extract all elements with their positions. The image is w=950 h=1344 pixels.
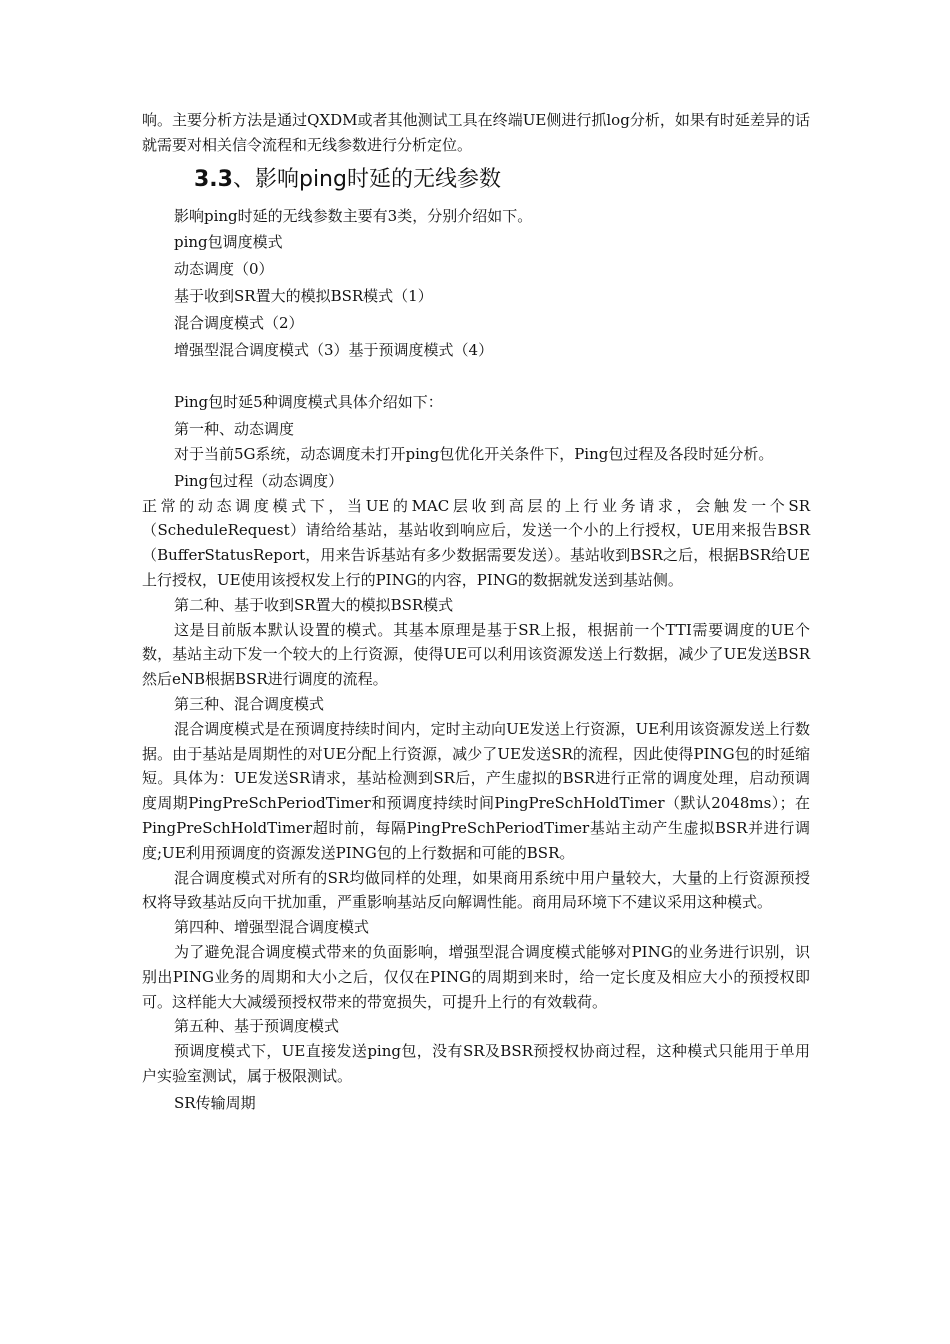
mode-4-desc: 为了避免混合调度模式带来的负面影响，增强型混合调度模式能够对PING的业务进行识别，识别出PING业务的周期和大小之后，仅仅在PING的周期到来时，给一定长度及相应大小的预授权即可。这样能大大减缓预授权带来的带宽损失，可提升上行的有效载荷。 bbox=[142, 942, 810, 1011]
param-title: ping包调度模式 bbox=[174, 233, 283, 252]
mode-2-desc: 这是目前版本默认设置的模式。其基本原理是基于SR上报，根据前一个TTI需要调度的UE个数，基站主动下发一个较大的上行资源，使得UE可以利用该资源发送上行数据，减少了UE发送BSR然后eNB根据BSR进行调度的流程。 bbox=[142, 620, 810, 689]
mode-item-3-4: 增强型混合调度模式（3）基于预调度模式（4） bbox=[174, 340, 494, 359]
sr-period-title: SR传输周期 bbox=[174, 1093, 256, 1112]
mode-3-title: 第三种、混合调度模式 bbox=[174, 694, 325, 713]
intro-paragraph: 响。主要分析方法是通过QXDM或者其他测试工具在终端UE侧进行抓log分析，如果有时延差异的话就需要对相关信令流程和无线参数进行分析定位。 bbox=[142, 111, 810, 154]
mode-item-0: 动态调度（0） bbox=[174, 260, 274, 279]
mode-5-title: 第五种、基于预调度模式 bbox=[174, 1017, 340, 1036]
section-title: 、影响ping时延的无线参数 bbox=[232, 166, 501, 192]
modes-intro: Ping包时延5种调度模式具体介绍如下： bbox=[174, 393, 443, 412]
ping-process-title: Ping包过程（动态调度） bbox=[174, 471, 344, 490]
mode-3-note: 混合调度模式对所有的SR均做同样的处理，如果商用系统中用户量较大，大量的上行资源预授权将导致基站反向干扰加重，严重影响基站反向解调性能。商用局环境下不建议采用这种模式。 bbox=[142, 868, 810, 912]
mode-item-2: 混合调度模式（2） bbox=[174, 313, 304, 332]
section-heading bbox=[142, 158, 810, 202]
mode-5-desc: 预调度模式下，UE直接发送ping包，没有SR及BSR预授权协商过程，这种模式只能用于单用户实验室测试，属于极限测试。 bbox=[142, 1042, 810, 1085]
mode-2-title: 第二种、基于收到SR置大的模拟BSR模式 bbox=[174, 595, 454, 614]
summary-line: 影响ping时延的无线参数主要有3类，分别介绍如下。 bbox=[174, 206, 533, 225]
mode-1-title: 第一种、动态调度 bbox=[174, 420, 295, 439]
ping-process-desc: 正常的动态调度模式下，当UE的MAC层收到高层的上行业务请求，会触发一个SR（ScheduleRequest）请给给基站，基站收到响应后，发送一个小的上行授权，UE用来报告BSR（BufferStatusReport，用来告诉基站有多少数据需要发送）。基站收到BSR之后，根据BSR给UE上行授权，UE使用该授权发上行的PING的内容，PING的数据就发送到基站侧。 bbox=[142, 496, 810, 589]
mode-1-desc: 对于当前5G系统，动态调度未打开ping包优化开关条件下，Ping包过程及各段时延分析。 bbox=[174, 444, 774, 463]
document-body bbox=[142, 108, 810, 1115]
mode-3-desc: 混合调度模式是在预调度持续时间内，定时主动向UE发送上行资源，UE利用该资源发送上行数据。由于基站是周期性的对UE分配上行资源，减少了UE发送SR的流程，因此使得PING包的时延缩短。具体为：UE发送SR请求，基站检测到SR后，产生虚拟的BSR进行正常的调度处理，启动预调度周期PingPreSchPeriodTimer和预调度持续时间PingPreSchHoldTimer（默认2048ms）；在PingPreSchHoldTimer超时前，每隔PingPreSchPeriodTimer基站主动产生虚拟BSR并进行调度;UE利用预调度的资源发送PING包的上行数据和可能的BSR。 bbox=[142, 719, 810, 862]
blank-line bbox=[142, 362, 810, 388]
mode-4-title: 第四种、增强型混合调度模式 bbox=[174, 918, 370, 937]
mode-item-1: 基于收到SR置大的模拟BSR模式（1） bbox=[174, 286, 433, 305]
section-number: 3.3 bbox=[194, 166, 233, 192]
